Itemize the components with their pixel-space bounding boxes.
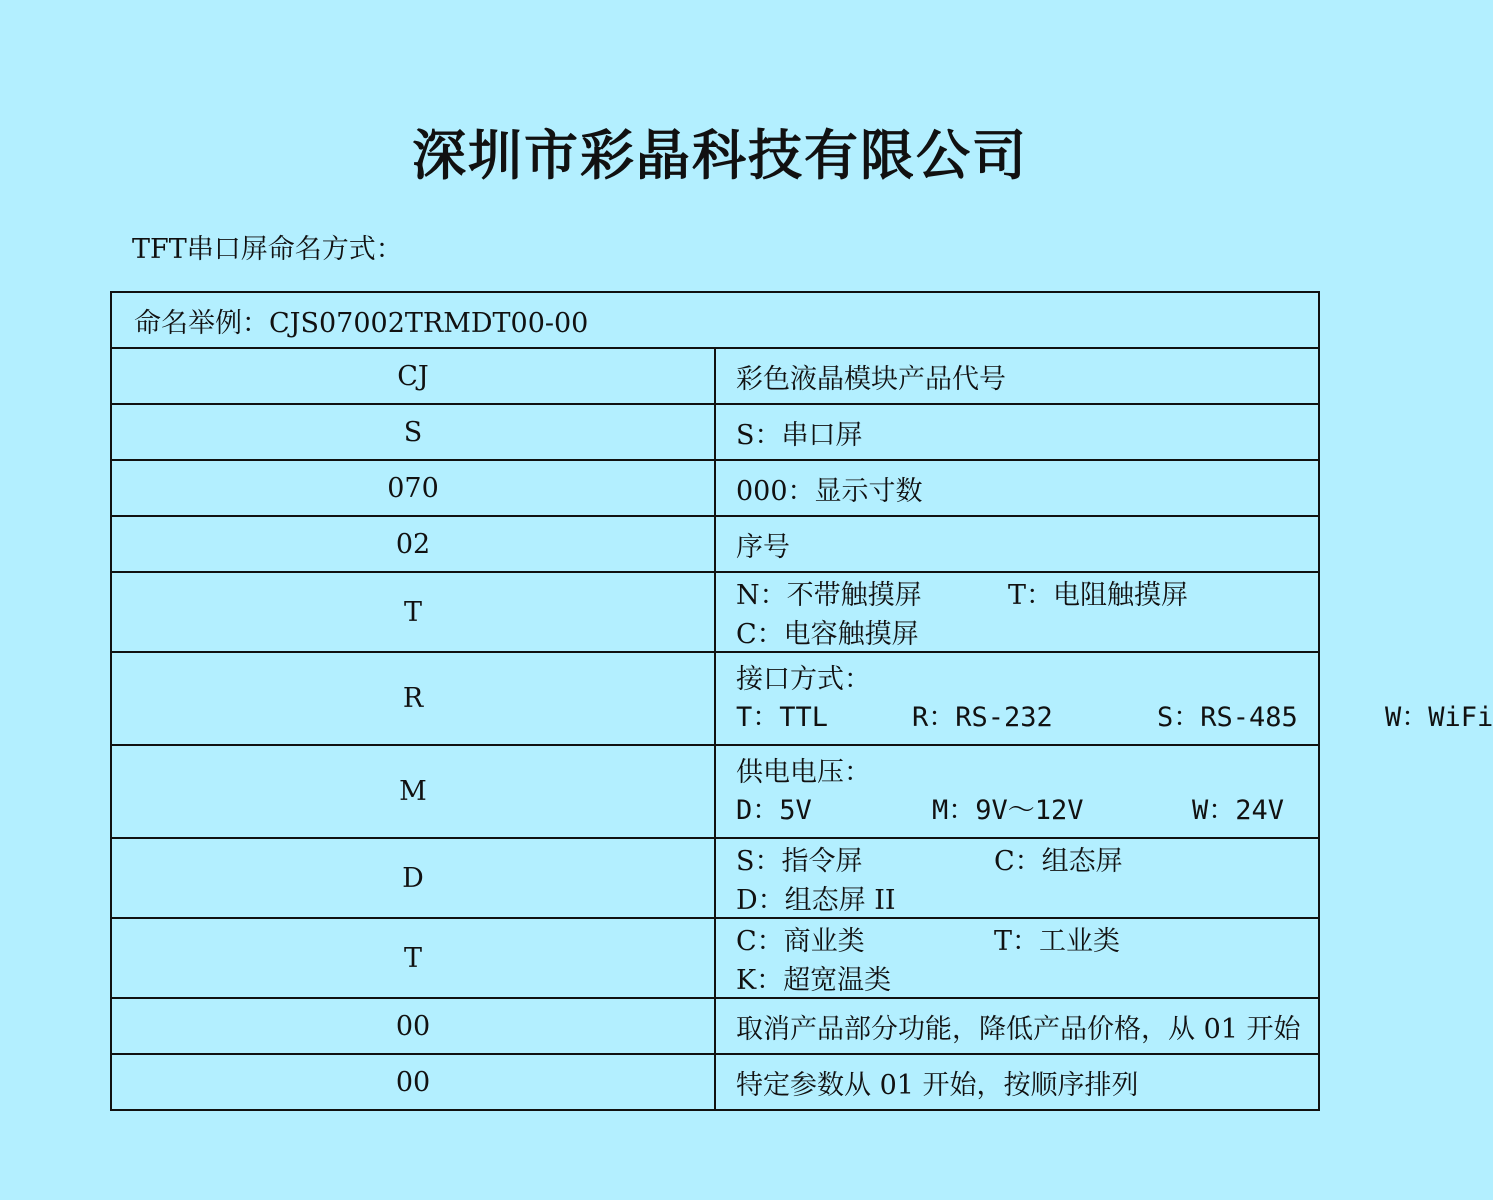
row-code: 00: [111, 998, 715, 1054]
row-code: D: [111, 838, 715, 918]
row-description: [715, 838, 1319, 918]
touch-option: T：电阻触摸屏: [1008, 580, 1189, 611]
interface-option: T：TTL: [736, 701, 829, 733]
row-code: 00: [111, 1054, 715, 1110]
table-row: [111, 1054, 1319, 1110]
row-code: 02: [111, 516, 715, 572]
naming-scheme-heading: TFT串口屏命名方式：: [132, 234, 403, 265]
table-row: [111, 998, 1319, 1054]
table-row: [111, 572, 1319, 652]
interface-option: W：WiFi: [1385, 701, 1493, 733]
table-row: [111, 652, 1319, 745]
row-code: M: [111, 745, 715, 838]
table-row: [111, 348, 1319, 404]
table-row: [111, 460, 1319, 516]
table-row: [111, 516, 1319, 572]
table-row: [111, 404, 1319, 460]
grade-option: K：超宽温类: [736, 965, 892, 996]
grade-option: T：工业类: [994, 926, 1121, 957]
row-description: 000：显示寸数: [715, 460, 1319, 516]
row-description: [715, 918, 1319, 998]
naming-table: [110, 291, 1493, 1111]
screen-type-option: S：指令屏: [736, 846, 863, 877]
row-description: S：串口屏: [715, 404, 1319, 460]
screen-type-option: D：组态屏 II: [736, 885, 896, 916]
table-row: [111, 838, 1319, 918]
interface-option: R：RS-232: [912, 701, 1053, 733]
row-description: 特定参数从 01 开始，按顺序排列: [715, 1054, 1319, 1110]
table-row: [111, 292, 1319, 348]
row-description: 彩色液晶模块产品代号: [715, 348, 1319, 404]
naming-example: 命名举例：CJS07002TRMDT00-00: [111, 292, 1319, 348]
row-code: T: [111, 918, 715, 998]
touch-option: C：电容触摸屏: [736, 619, 919, 650]
row-code: CJ: [111, 348, 715, 404]
voltage-heading: 供电电压：: [736, 756, 871, 788]
table-row: [111, 745, 1319, 838]
company-title: 深圳市彩晶科技有限公司: [412, 124, 1028, 187]
voltage-option: D：5V: [736, 794, 812, 826]
row-description: 取消产品部分功能，降低产品价格，从 01 开始: [715, 998, 1319, 1054]
voltage-option: W：24V: [1192, 794, 1285, 826]
row-code: S: [111, 404, 715, 460]
interface-heading: 接口方式：: [736, 663, 871, 695]
row-description: 序号: [715, 516, 1319, 572]
row-description: [715, 652, 1493, 745]
row-description: [715, 745, 1319, 838]
interface-option: S：RS-485: [1157, 701, 1298, 733]
table-row: [111, 918, 1319, 998]
row-code: T: [111, 572, 715, 652]
screen-type-option: C：组态屏: [994, 846, 1123, 877]
touch-option: N：不带触摸屏: [736, 580, 922, 611]
row-code: 070: [111, 460, 715, 516]
voltage-option: M：9V～12V: [932, 794, 1084, 826]
row-description: [715, 572, 1319, 652]
row-code: R: [111, 652, 715, 745]
grade-option: C：商业类: [736, 926, 865, 957]
